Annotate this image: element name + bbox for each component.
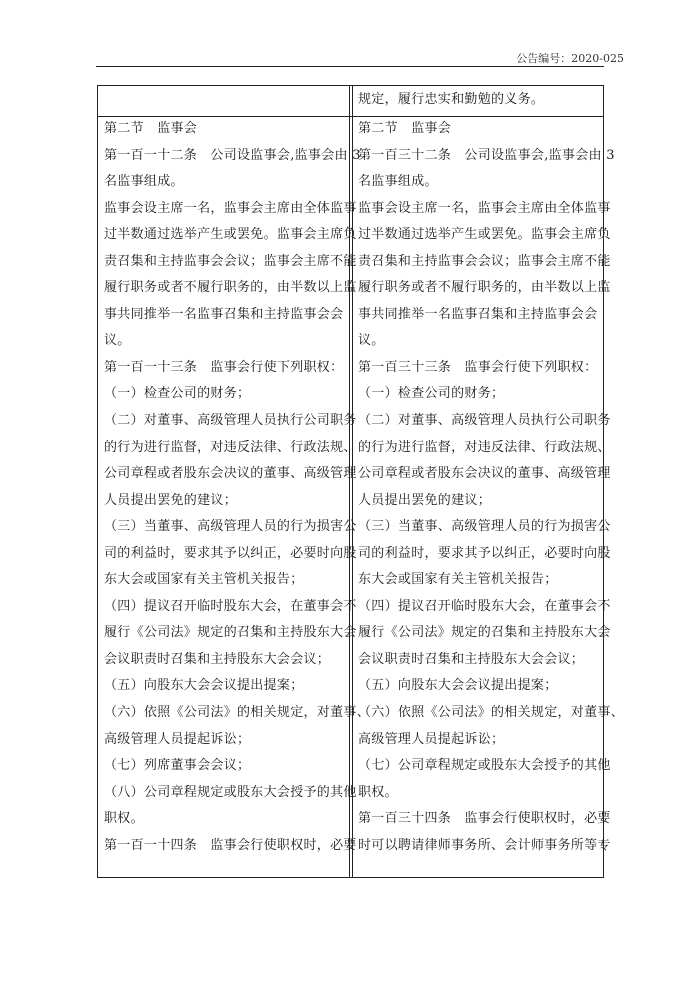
right-column-line: （二）对董事、高级管理人员执行公司职务 [358, 413, 611, 429]
right-column-line: 第一百三十四条 监事会行使职权时，必要 [358, 811, 611, 827]
left-column-line: 会议职责时召集和主持股东大会会议； [104, 651, 331, 667]
right-column-line: 会议职责时召集和主持股东大会会议； [358, 651, 585, 667]
right-column-line: 监事会设主席一名，监事会主席由全体监事 [358, 200, 611, 216]
left-column-line: （四）提议召开临时股东大会，在董事会不 [104, 598, 357, 614]
left-column-line: 第一百一十三条 监事会行使下列职权： [104, 359, 344, 375]
original-articles-column [104, 116, 371, 859]
left-column-line: 履行《公司法》规定的召集和主持股东大会 [104, 625, 357, 641]
left-column-line: 的行为进行监督，对违反法律、行政法规、 [104, 439, 357, 455]
right-column-line: 人员提出罢免的建议； [358, 492, 492, 508]
left-column-line: （三）当董事、高级管理人员的行为损害公 [104, 519, 357, 535]
left-column-line: 第一百一十四条 监事会行使职权时，必要 [104, 837, 357, 853]
revised-articles-column [358, 116, 625, 859]
left-column-line: 履行职务或者不履行职务的，由半数以上监 [104, 280, 357, 296]
left-column-line: 责召集和主持监事会会议；监事会主席不能 [104, 253, 357, 269]
right-column-line: 议。 [358, 333, 385, 349]
right-column-line: （六）依照《公司法》的相关规定，对董事、 [358, 705, 625, 721]
right-column-line: 公司章程或者股东会决议的董事、高级管理 [358, 466, 611, 482]
right-column-line: 事共同推举一名监事召集和主持监事会会 [358, 306, 598, 322]
left-column-line: 东大会或国家有关主管机关报告； [104, 572, 304, 588]
left-column-line: （五）向股东大会会议提出提案； [104, 678, 304, 694]
left-column-line: 司的利益时，要求其予以纠正，必要时向股 [104, 545, 357, 561]
right-column-line: 时可以聘请律师事务所、会计师事务所等专 [358, 837, 611, 853]
right-column-line: 第二节 监事会 [358, 121, 452, 136]
right-column-line: 职权。 [358, 784, 398, 800]
document-number: 公告编号：2020-025 [516, 52, 624, 65]
right-column-line: （七）公司章程规定或股东大会授予的其他 [358, 758, 611, 774]
left-column-line: （六）依照《公司法》的相关规定，对董事、 [104, 705, 371, 721]
right-column-line: 高级管理人员提起诉讼； [358, 731, 505, 747]
header-rule [96, 66, 604, 67]
left-column-line: 高级管理人员提起诉讼； [104, 731, 251, 747]
left-column-line: 名监事组成。 [104, 174, 184, 190]
left-column-line: 事共同推举一名监事召集和主持监事会会 [104, 306, 344, 322]
right-column-line: 第一百三十二条 公司设监事会,监事会由 3 [358, 147, 615, 163]
right-column-line: 司的利益时，要求其予以纠正，必要时向股 [358, 545, 611, 561]
left-column-line: （二）对董事、高级管理人员执行公司职务 [104, 413, 357, 429]
left-column-line: 过半数通过选举产生或罢免。监事会主席负 [104, 227, 357, 243]
left-column-line: 职权。 [104, 811, 144, 827]
left-column-line: （八）公司章程规定或股东大会授予的其他 [104, 784, 357, 800]
right-column-line: （四）提议召开临时股东大会，在董事会不 [358, 598, 611, 614]
left-column-line: 监事会设主席一名，监事会主席由全体监事 [104, 200, 357, 216]
left-column-line: 公司章程或者股东会决议的董事、高级管理 [104, 466, 357, 482]
right-column-line: 名监事组成。 [358, 174, 438, 190]
left-column-line: 议。 [104, 333, 131, 349]
right-column-line: 第一百三十三条 监事会行使下列职权： [358, 359, 598, 375]
right-column-line: 履行职务或者不履行职务的，由半数以上监 [358, 280, 611, 296]
right-column-line: 履行《公司法》规定的召集和主持股东大会 [358, 625, 611, 641]
left-column-line: （七）列席董事会会议； [104, 758, 251, 774]
top-row-right-cell: 规定，履行忠实和勤勉的义务。 [358, 92, 545, 107]
right-column-line: （五）向股东大会会议提出提案； [358, 678, 558, 694]
left-column-line: （一）检查公司的财务； [104, 386, 251, 402]
right-column-line: 东大会或国家有关主管机关报告； [358, 572, 558, 588]
left-column-line: 第一百一十二条 公司设监事会,监事会由 3 [104, 147, 361, 163]
right-column-line: （一）检查公司的财务； [358, 386, 505, 402]
right-column-line: 过半数通过选举产生或罢免。监事会主席负 [358, 227, 611, 243]
right-column-line: 责召集和主持监事会会议；监事会主席不能 [358, 253, 611, 269]
right-column-line: 的行为进行监督，对违反法律、行政法规、 [358, 439, 611, 455]
left-column-line: 人员提出罢免的建议； [104, 492, 238, 508]
left-column-line: 第二节 监事会 [104, 121, 198, 136]
right-column-line: （三）当董事、高级管理人员的行为损害公 [358, 519, 611, 535]
